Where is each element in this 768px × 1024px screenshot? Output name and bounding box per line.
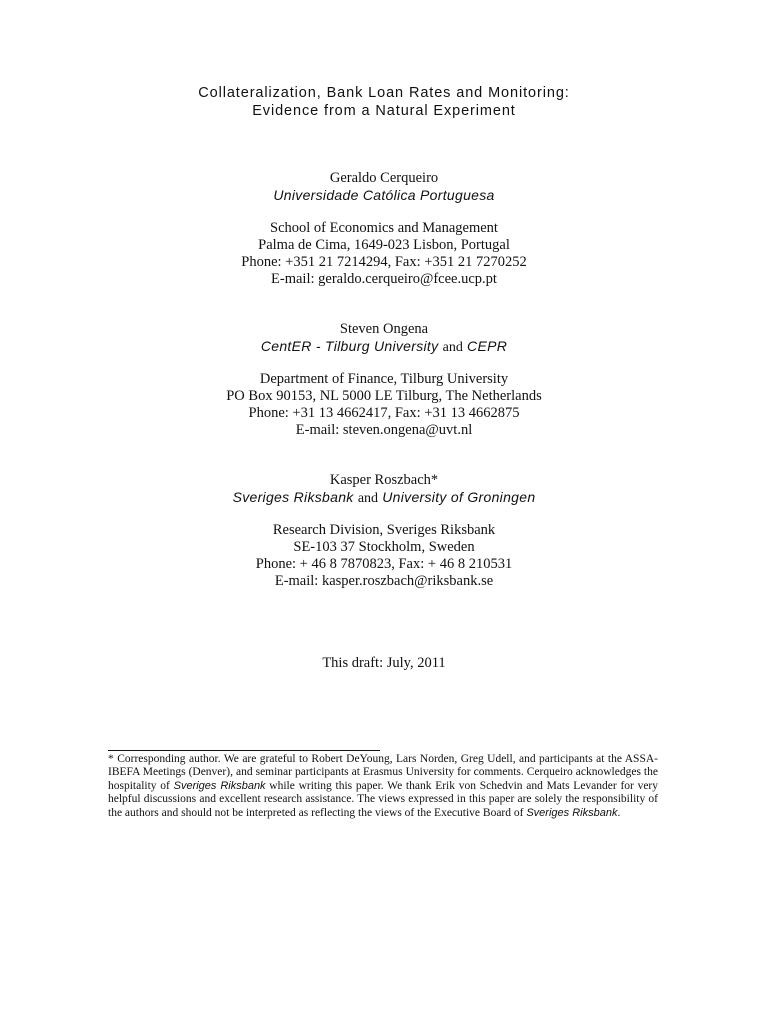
author-affiliation [0,489,768,507]
address-line: PO Box 90153, NL 5000 LE Tilburg, The Netherlands [226,388,542,404]
address-line: Research Division, Sveriges Riksbank [272,522,496,538]
author-block-cerqueiro [0,170,768,204]
address-line: SE-103 37 Stockholm, Sweden [293,539,475,555]
address-line: Department of Finance, Tilburg University [259,371,509,387]
affiliation-b: University of Groningen [382,489,536,505]
email-line: E-mail: kasper.roszbach@riksbank.se [274,573,494,589]
affiliation-a: Sveriges Riksbank [232,489,354,505]
draft-date: This draft: July, 2011 [322,655,446,671]
title-line-1: Collateralization, Bank Loan Rates and Monitoring: [198,85,570,101]
phone-fax-line: Phone: +351 21 7214294, Fax: +351 21 7270252 [241,254,527,270]
author-block-roszbach [0,472,768,507]
author-address-ongena [0,371,768,439]
footnote-italic-2: Sveriges Riksbank [526,806,618,819]
footnote-text-2: while writing this paper. We thank Erik von Schedvin and Mats Levander for very helpful discussions and excellent research assistance. The views expressed in this paper are solely the responsibility of the authors and should not be interpreted as reflecting the views of the Executive Board of [108,779,659,819]
author-address-cerqueiro [0,220,768,288]
footnote-divider [108,750,380,751]
paper-title [0,84,768,120]
author-affiliation [0,338,768,356]
author-name: Steven Ongena [339,321,429,337]
footnote-italic-1: Sveriges Riksbank [173,779,266,792]
phone-fax-line: Phone: + 46 8 7870823, Fax: + 46 8 210531 [255,556,513,572]
email-line: E-mail: steven.ongena@uvt.nl [295,422,473,438]
footnote-text-1: * Corresponding author. We are grateful to Robert DeYoung, Lars Norden, Greg Udell, and participants at the ASSA-IBEFA Meetings (Denver), and seminar participants at Erasmus University for comments. Cerqueiro acknowledges the hospitality of [108,753,658,792]
affiliation-a: CentER - Tilburg University [260,338,439,354]
author-block-ongena [0,321,768,356]
title-line-2: Evidence from a Natural Experiment [252,103,516,119]
affiliation-and: and [357,491,379,506]
phone-fax-line: Phone: +31 13 4662417, Fax: +31 13 4662875 [248,405,520,421]
author-name: Geraldo Cerqueiro [329,170,439,186]
affiliation-b: CEPR [467,338,508,354]
address-line: Palma de Cima, 1649-023 Lisbon, Portugal [258,237,510,253]
author-name: Kasper Roszbach* [329,472,439,488]
footnote-text-3: . [617,806,621,819]
affiliation-and: and [442,340,463,355]
footnote [108,753,658,820]
author-address-roszbach [0,522,768,590]
address-line: School of Economics and Management [270,220,498,236]
email-line: E-mail: geraldo.cerqueiro@fcee.ucp.pt [271,271,497,287]
author-affiliation: Universidade Católica Portuguesa [273,187,495,203]
